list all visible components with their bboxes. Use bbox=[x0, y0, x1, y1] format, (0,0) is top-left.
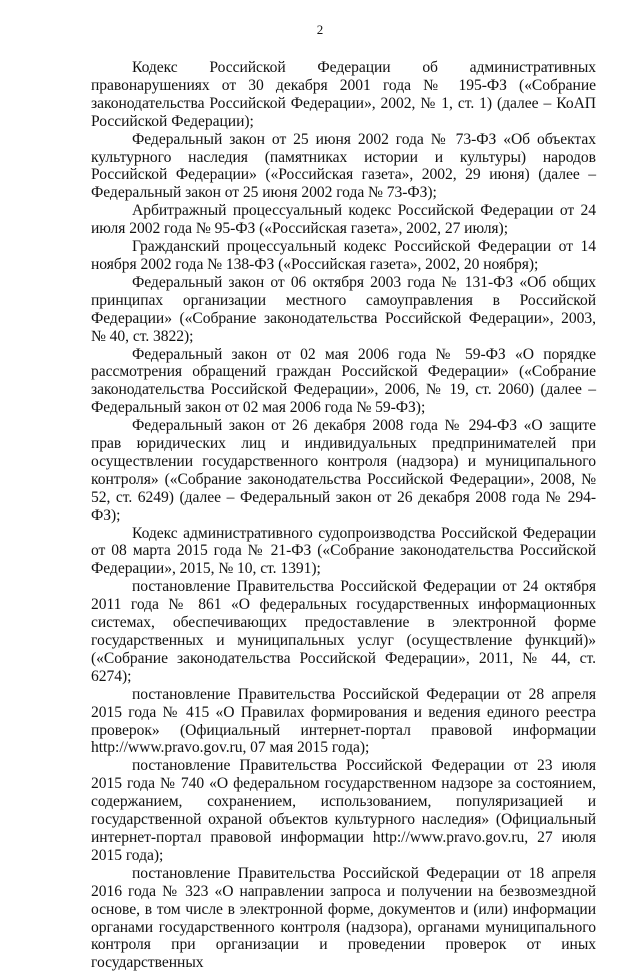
paragraph-law-294-fz: Федеральный закон от 26 декабря 2008 года № 294-ФЗ «О защите прав юридических лиц и индивидуальных предпринимателей при осуществлении государственного контроля (надзора) и муниципального контроля» («Собрание законодательства Российской Федерации», 2008, № 52, ст. 6249) (далее – Федеральный закон от 26 декабря 2008 года № 294-ФЗ); bbox=[91, 417, 596, 524]
paragraph-koap: Кодекс Российской Федерации об административных правонарушениях от 30 декабря 2001 года № 195-ФЗ («Собрание законодательства Российской Федерации», 2002, № 1, ст. 1) (далее – КоАП Российской Федерации); bbox=[91, 59, 596, 130]
paragraph-administrative-procedure-code: Кодекс административного судопроизводства Российской Федерации от 08 марта 2015 года № 21-ФЗ («Собрание законодательства Российской Федерации», 2015, № 10, ст. 1391); bbox=[91, 524, 596, 578]
document-body bbox=[91, 59, 596, 972]
paragraph-resolution-323: постановление Правительства Российской Федерации от 18 апреля 2016 года № 323 «О направлении запроса и получении на безвозмездной основе, в том числе в электронной форме, документов и (или) информации органами государственного контроля (надзора), органами муниципального контроля при организации и проведении проверок от иных государственных bbox=[91, 864, 596, 972]
paragraph-law-131-fz: Федеральный закон от 06 октября 2003 года № 131-ФЗ «Об общих принципах организации местного самоуправления в Российской Федерации» («Собрание законодательства Российской Федерации», 2003, № 40, ст. 3822); bbox=[91, 273, 596, 345]
paragraph-law-73-fz: Федеральный закон от 25 июня 2002 года № 73-ФЗ «Об объектах культурного наследия (памятниках истории и культуры) народов Российской Федерации» («Российская газета», 2002, 29 июня) (далее – Федеральный закон от 25 июня 2002 года № 73-ФЗ); bbox=[91, 130, 596, 202]
paragraph-arbitration-code: Арбитражный процессуальный кодекс Российской Федерации от 24 июля 2002 года № 95-ФЗ («Российская газета», 2002, 27 июля); bbox=[91, 202, 596, 238]
paragraph-civil-procedure-code: Гражданский процессуальный кодекс Российской Федерации от 14 ноября 2002 года № 138-ФЗ («Российская газета», 2002, 20 ноября); bbox=[91, 238, 596, 273]
paragraph-resolution-415: постановление Правительства Российской Федерации от 28 апреля 2015 года № 415 «О Правилах формирования и ведения единого реестра проверок» (Официальный интернет-портал правовой информации http://www.pravo.gov.ru, 07 мая 2015 года); bbox=[91, 685, 596, 757]
paragraph-law-59-fz: Федеральный закон от 02 мая 2006 года № 59-ФЗ «О порядке рассмотрения обращений граждан Российской Федерации» («Собрание законодательства Российской Федерации», 2006, № 19, ст. 2060) (далее – Федеральный закон от 02 мая 2006 года № 59-ФЗ); bbox=[91, 345, 596, 417]
paragraph-resolution-861: постановление Правительства Российской Федерации от 24 октября 2011 года № 861 «О федеральных государственных информационных системах, обеспечивающих предоставление в электронной форме государственных и муниципальных услуг (осуществление функций)» («Собрание законодательства Российской Федерации», 2011, № 44, ст. 6274); bbox=[91, 578, 596, 685]
page-number: 2 bbox=[316, 22, 324, 37]
paragraph-resolution-740: постановление Правительства Российской Федерации от 23 июля 2015 года № 740 «О федеральном государственном надзоре за состоянием, содержанием, сохранением, использованием, популяризацией и государственной охраной объектов культурного наследия» (Официальный интернет-портал правовой информации http://www.pravo.gov.ru, 27 июля 2015 года); bbox=[91, 757, 596, 864]
